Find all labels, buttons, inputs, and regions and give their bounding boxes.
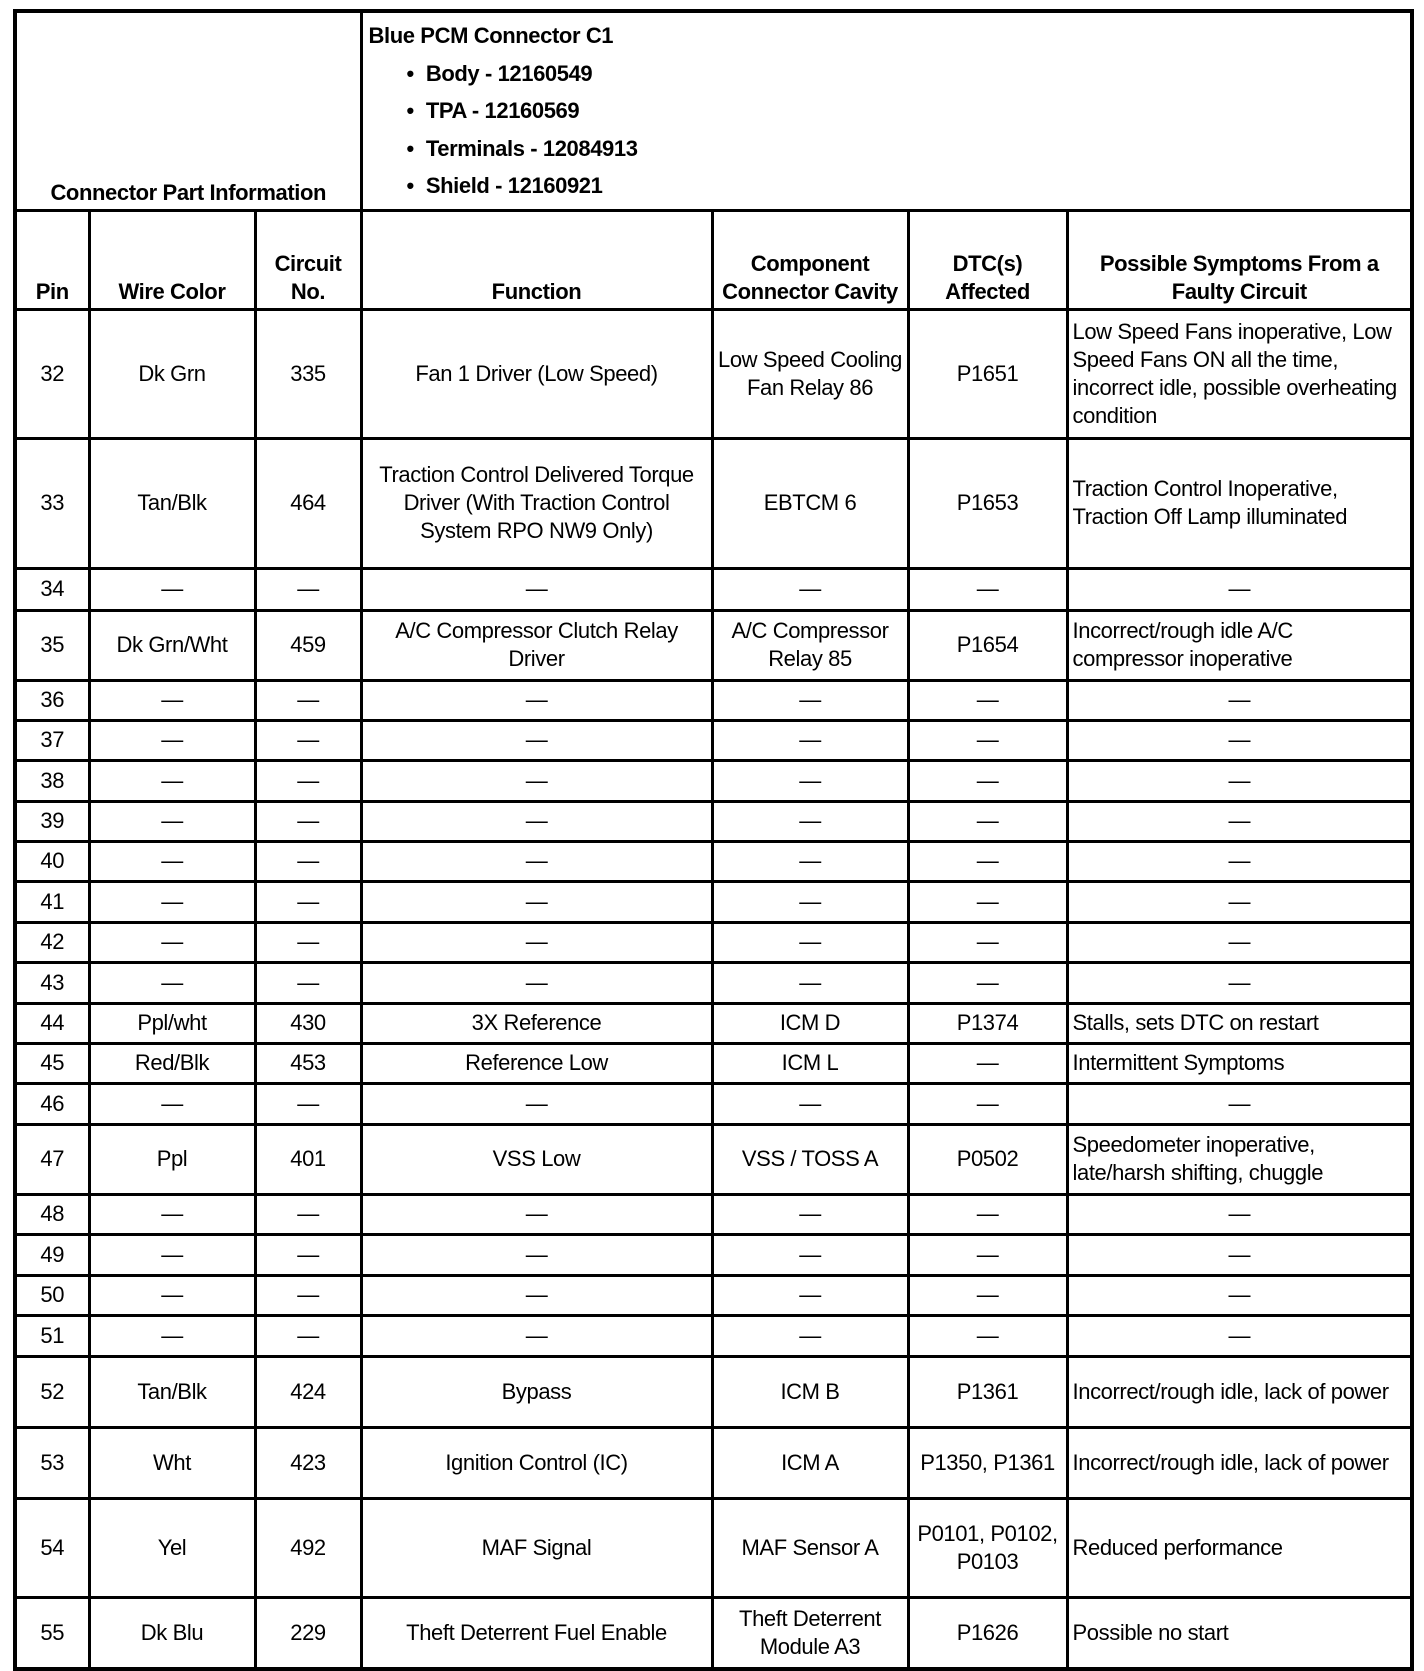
symptoms-cell: Possible no start (1067, 1597, 1412, 1669)
cavity-cell: — (712, 1194, 908, 1234)
pin-cell: 38 (15, 760, 89, 801)
table-row (15, 760, 1412, 801)
pin-cell: 48 (15, 1194, 89, 1234)
connector-info (361, 11, 1412, 210)
wire-color-cell: Dk Grn (89, 309, 255, 438)
dtc-cell: — (908, 922, 1067, 962)
symptoms-cell: — (1067, 801, 1412, 841)
dtc-cell: — (908, 801, 1067, 841)
cavity-cell: A/C Compressor Relay 85 (712, 610, 908, 680)
pin-cell: 41 (15, 881, 89, 922)
table-row (15, 881, 1412, 922)
wire-color-cell: — (89, 1234, 255, 1275)
table-row (15, 1275, 1412, 1315)
pin-cell: 33 (15, 438, 89, 568)
table-row (15, 438, 1412, 568)
function-cell: — (361, 841, 712, 881)
pin-cell: 43 (15, 962, 89, 1003)
circuit-cell: — (255, 568, 361, 610)
table-row (15, 568, 1412, 610)
function-cell: — (361, 760, 712, 801)
table-row (15, 1003, 1412, 1043)
function-cell: — (361, 680, 712, 720)
table-row (15, 1043, 1412, 1083)
table-row (15, 1498, 1412, 1597)
wire-color-cell: Dk Grn/Wht (89, 610, 255, 680)
dtc-cell: — (908, 720, 1067, 760)
cavity-cell: — (712, 1083, 908, 1124)
circuit-cell: — (255, 1234, 361, 1275)
dtc-cell: P1654 (908, 610, 1067, 680)
circuit-cell: 424 (255, 1356, 361, 1427)
connector-part-body: • Body - 12160549 (407, 55, 1405, 93)
symptoms-cell: Speedometer inoperative, late/harsh shifting, chuggle (1067, 1124, 1412, 1194)
table-row (15, 1597, 1412, 1669)
wire-color-cell: — (89, 1315, 255, 1356)
pin-cell: 45 (15, 1043, 89, 1083)
symptoms-cell: Incorrect/rough idle, lack of power (1067, 1356, 1412, 1427)
pin-cell: 53 (15, 1427, 89, 1498)
function-cell: 3X Reference (361, 1003, 712, 1043)
cavity-cell: ICM A (712, 1427, 908, 1498)
cavity-cell: — (712, 922, 908, 962)
circuit-cell: 229 (255, 1597, 361, 1669)
pin-cell: 49 (15, 1234, 89, 1275)
connector-info-row (15, 11, 1412, 210)
pin-cell: 47 (15, 1124, 89, 1194)
circuit-cell: — (255, 962, 361, 1003)
pin-cell: 54 (15, 1498, 89, 1597)
symptoms-cell: — (1067, 1234, 1412, 1275)
pin-cell: 42 (15, 922, 89, 962)
table-row (15, 720, 1412, 760)
header-row (15, 210, 1412, 309)
wire-color-cell: Wht (89, 1427, 255, 1498)
dtc-cell: — (908, 1275, 1067, 1315)
cavity-cell: VSS / TOSS A (712, 1124, 908, 1194)
circuit-cell: — (255, 1083, 361, 1124)
table-row (15, 1124, 1412, 1194)
circuit-cell: 335 (255, 309, 361, 438)
header-function: Function (361, 210, 712, 309)
dtc-cell: P0101, P0102, P0103 (908, 1498, 1067, 1597)
circuit-cell: 430 (255, 1003, 361, 1043)
connector-info-label: Connector Part Information (15, 11, 361, 210)
wire-color-cell: Tan/Blk (89, 1356, 255, 1427)
table-row (15, 1315, 1412, 1356)
cavity-cell: Low Speed Cooling Fan Relay 86 (712, 309, 908, 438)
cavity-cell: — (712, 760, 908, 801)
pin-cell: 36 (15, 680, 89, 720)
symptoms-cell: Stalls, sets DTC on restart (1067, 1003, 1412, 1043)
table-row (15, 610, 1412, 680)
symptoms-cell: — (1067, 1275, 1412, 1315)
circuit-cell: — (255, 801, 361, 841)
dtc-cell: P0502 (908, 1124, 1067, 1194)
dtc-cell: — (908, 680, 1067, 720)
header-cavity: Component Connector Cavity (712, 210, 908, 309)
table-row (15, 962, 1412, 1003)
pin-cell: 44 (15, 1003, 89, 1043)
wire-color-cell: — (89, 1083, 255, 1124)
table-row (15, 680, 1412, 720)
cavity-cell: — (712, 680, 908, 720)
dtc-cell: — (908, 568, 1067, 610)
cavity-cell: ICM B (712, 1356, 908, 1427)
pin-cell: 35 (15, 610, 89, 680)
header-circuit-no: Circuit No. (255, 210, 361, 309)
table-row (15, 1194, 1412, 1234)
function-cell: — (361, 801, 712, 841)
pin-cell: 34 (15, 568, 89, 610)
symptoms-cell: — (1067, 680, 1412, 720)
cavity-cell: — (712, 801, 908, 841)
symptoms-cell: — (1067, 1315, 1412, 1356)
wire-color-cell: — (89, 1194, 255, 1234)
dtc-cell: — (908, 1234, 1067, 1275)
wire-color-cell: — (89, 760, 255, 801)
function-cell: Traction Control Delivered Torque Driver (With Traction Control System RPO NW9 Only) (361, 438, 712, 568)
function-cell: A/C Compressor Clutch Relay Driver (361, 610, 712, 680)
wire-color-cell: Ppl/wht (89, 1003, 255, 1043)
pin-cell: 37 (15, 720, 89, 760)
dtc-cell: — (908, 881, 1067, 922)
table-row (15, 1427, 1412, 1498)
pin-cell: 39 (15, 801, 89, 841)
dtc-cell: — (908, 1194, 1067, 1234)
cavity-cell: — (712, 720, 908, 760)
symptoms-cell: — (1067, 760, 1412, 801)
symptoms-cell: — (1067, 568, 1412, 610)
dtc-cell: P1651 (908, 309, 1067, 438)
table-row (15, 801, 1412, 841)
dtc-cell: — (908, 760, 1067, 801)
table-row (15, 1083, 1412, 1124)
cavity-cell: — (712, 962, 908, 1003)
pin-cell: 52 (15, 1356, 89, 1427)
table-row (15, 1356, 1412, 1427)
function-cell: Fan 1 Driver (Low Speed) (361, 309, 712, 438)
header-wire-color: Wire Color (89, 210, 255, 309)
circuit-cell: — (255, 922, 361, 962)
symptoms-cell: Traction Control Inoperative, Traction Off Lamp illuminated (1067, 438, 1412, 568)
wire-color-cell: — (89, 962, 255, 1003)
symptoms-cell: — (1067, 881, 1412, 922)
wire-color-cell: Red/Blk (89, 1043, 255, 1083)
dtc-cell: — (908, 1083, 1067, 1124)
connector-part-tpa: • TPA - 12160569 (407, 92, 1405, 130)
connector-part-shield: • Shield - 12160921 (407, 167, 1405, 205)
symptoms-cell: — (1067, 1083, 1412, 1124)
circuit-cell: — (255, 841, 361, 881)
table-row (15, 922, 1412, 962)
circuit-cell: — (255, 720, 361, 760)
dtc-cell: P1350, P1361 (908, 1427, 1067, 1498)
dtc-cell: — (908, 1043, 1067, 1083)
wire-color-cell: — (89, 801, 255, 841)
dtc-cell: P1626 (908, 1597, 1067, 1669)
cavity-cell: EBTCM 6 (712, 438, 908, 568)
function-cell: Bypass (361, 1356, 712, 1427)
pin-cell: 32 (15, 309, 89, 438)
circuit-cell: — (255, 1194, 361, 1234)
symptoms-cell: Reduced performance (1067, 1498, 1412, 1597)
cavity-cell: — (712, 1315, 908, 1356)
connector-title: Blue PCM Connector C1 (368, 23, 614, 48)
wire-color-cell: — (89, 680, 255, 720)
dtc-cell: P1374 (908, 1003, 1067, 1043)
wire-color-cell: Tan/Blk (89, 438, 255, 568)
pcm-connector-table (13, 9, 1414, 1671)
cavity-cell: Theft Deterrent Module A3 (712, 1597, 908, 1669)
circuit-cell: 464 (255, 438, 361, 568)
cavity-cell: ICM D (712, 1003, 908, 1043)
dtc-cell: — (908, 841, 1067, 881)
circuit-cell: 459 (255, 610, 361, 680)
symptoms-cell: — (1067, 922, 1412, 962)
cavity-cell: MAF Sensor A (712, 1498, 908, 1597)
pin-cell: 40 (15, 841, 89, 881)
header-dtc: DTC(s) Affected (908, 210, 1067, 309)
wire-color-cell: — (89, 568, 255, 610)
dtc-cell: — (908, 1315, 1067, 1356)
function-cell: — (361, 922, 712, 962)
symptoms-cell: — (1067, 841, 1412, 881)
circuit-cell: — (255, 1275, 361, 1315)
function-cell: MAF Signal (361, 1498, 712, 1597)
function-cell: — (361, 962, 712, 1003)
function-cell: — (361, 1275, 712, 1315)
symptoms-cell: Incorrect/rough idle A/C compressor inoperative (1067, 610, 1412, 680)
table-row (15, 841, 1412, 881)
dtc-cell: P1361 (908, 1356, 1067, 1427)
header-symptoms: Possible Symptoms From a Faulty Circuit (1067, 210, 1412, 309)
header-pin: Pin (15, 210, 89, 309)
connector-part-terminals: • Terminals - 12084913 (407, 130, 1405, 168)
function-cell: Theft Deterrent Fuel Enable (361, 1597, 712, 1669)
wire-color-cell: Yel (89, 1498, 255, 1597)
cavity-cell: — (712, 1234, 908, 1275)
wire-color-cell: Ppl (89, 1124, 255, 1194)
circuit-cell: 453 (255, 1043, 361, 1083)
circuit-cell: — (255, 760, 361, 801)
cavity-cell: — (712, 1275, 908, 1315)
dtc-cell: P1653 (908, 438, 1067, 568)
circuit-cell: — (255, 680, 361, 720)
pin-cell: 50 (15, 1275, 89, 1315)
symptoms-cell: — (1067, 962, 1412, 1003)
wire-color-cell: — (89, 1275, 255, 1315)
table-row (15, 1234, 1412, 1275)
function-cell: VSS Low (361, 1124, 712, 1194)
cavity-cell: — (712, 568, 908, 610)
wire-color-cell: — (89, 922, 255, 962)
dtc-cell: — (908, 962, 1067, 1003)
pin-cell: 46 (15, 1083, 89, 1124)
cavity-cell: ICM L (712, 1043, 908, 1083)
wire-color-cell: — (89, 841, 255, 881)
function-cell: Ignition Control (IC) (361, 1427, 712, 1498)
function-cell: — (361, 1315, 712, 1356)
function-cell: Reference Low (361, 1043, 712, 1083)
symptoms-cell: Incorrect/rough idle, lack of power (1067, 1427, 1412, 1498)
function-cell: — (361, 1194, 712, 1234)
pin-cell: 55 (15, 1597, 89, 1669)
circuit-cell: 401 (255, 1124, 361, 1194)
wire-color-cell: Dk Blu (89, 1597, 255, 1669)
wire-color-cell: — (89, 720, 255, 760)
circuit-cell: — (255, 881, 361, 922)
symptoms-cell: Intermittent Symptoms (1067, 1043, 1412, 1083)
symptoms-cell: Low Speed Fans inoperative, Low Speed Fans ON all the time, incorrect idle, possible overheating condition (1067, 309, 1412, 438)
circuit-cell: — (255, 1315, 361, 1356)
symptoms-cell: — (1067, 1194, 1412, 1234)
circuit-cell: 492 (255, 1498, 361, 1597)
function-cell: — (361, 1083, 712, 1124)
cavity-cell: — (712, 881, 908, 922)
pin-cell: 51 (15, 1315, 89, 1356)
circuit-cell: 423 (255, 1427, 361, 1498)
cavity-cell: — (712, 841, 908, 881)
symptoms-cell: — (1067, 720, 1412, 760)
function-cell: — (361, 1234, 712, 1275)
function-cell: — (361, 881, 712, 922)
table-row (15, 309, 1412, 438)
wire-color-cell: — (89, 881, 255, 922)
function-cell: — (361, 720, 712, 760)
function-cell: — (361, 568, 712, 610)
